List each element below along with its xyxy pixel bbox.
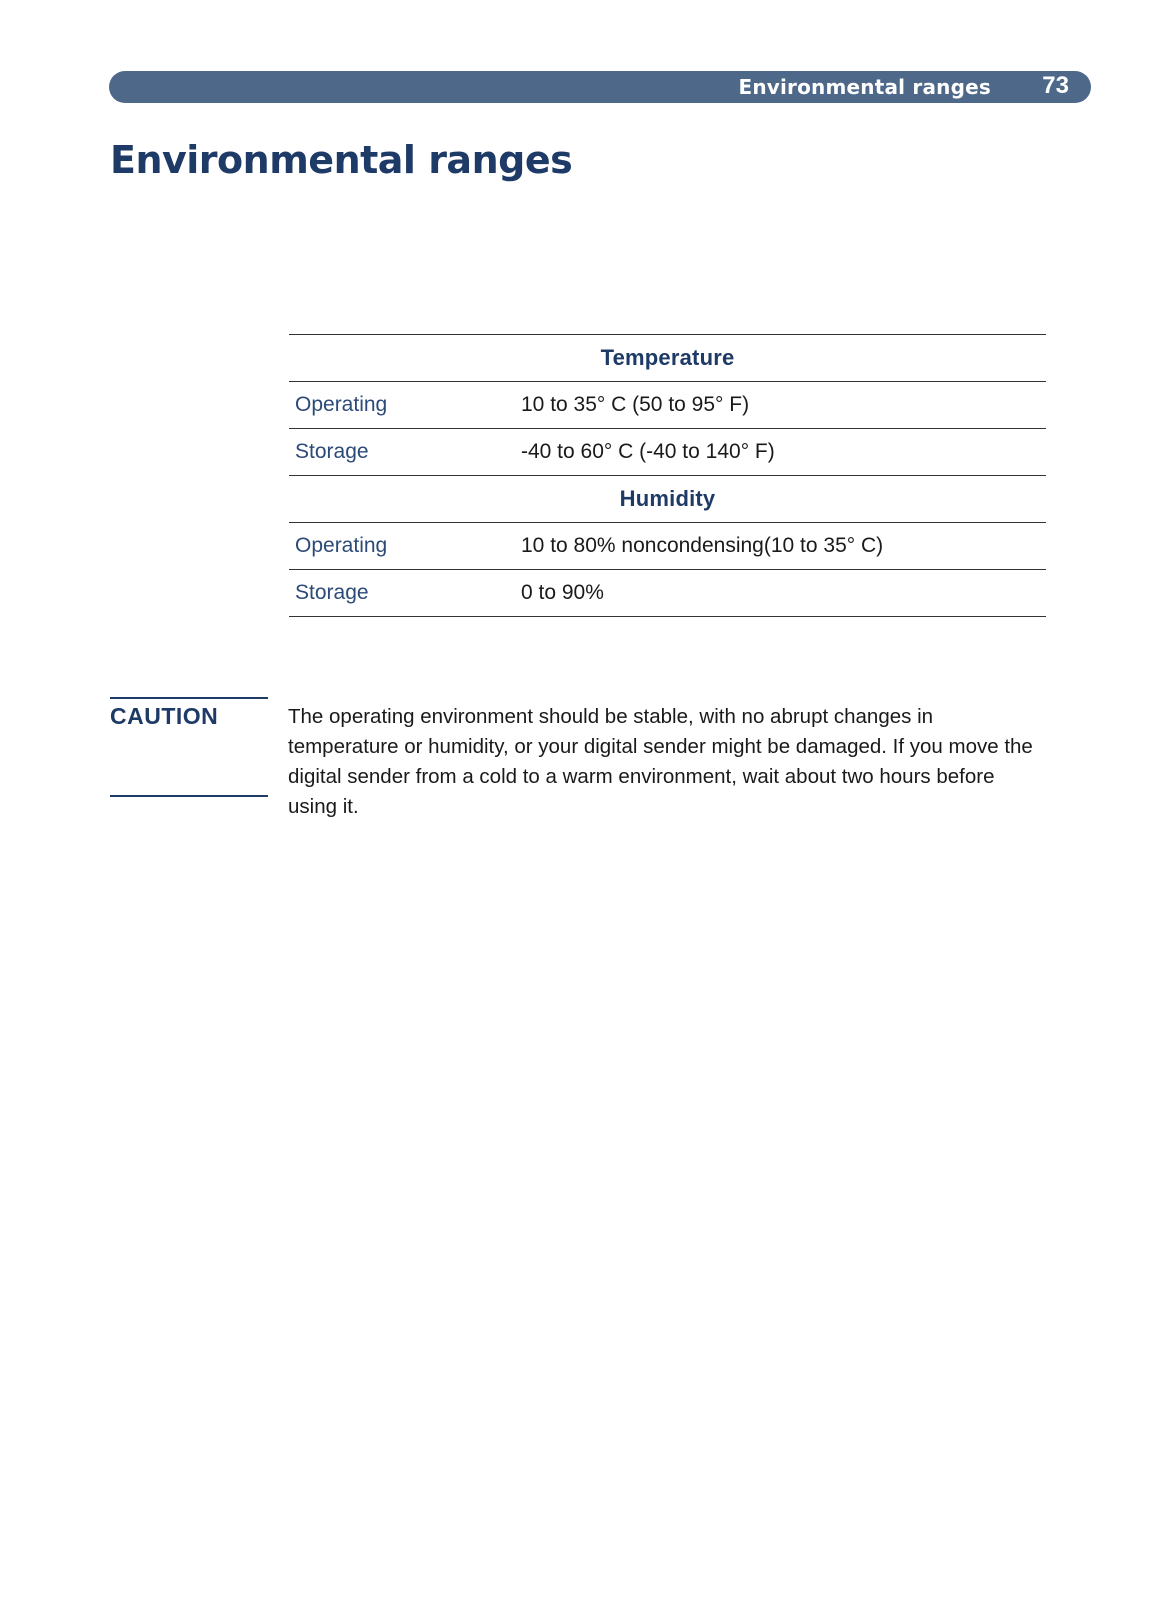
row-value-temperature-operating: 10 to 35° C (50 to 95° F): [515, 382, 1046, 429]
environmental-ranges-table: [289, 334, 1046, 617]
page-title: Environmental ranges: [110, 138, 573, 182]
header-section-title: Environmental ranges: [738, 75, 991, 99]
section-heading-humidity: Humidity: [289, 476, 1046, 523]
row-label-humidity-operating: Operating: [289, 523, 515, 570]
row-value-humidity-storage: 0 to 90%: [515, 570, 1046, 617]
row-label-humidity-storage: Storage: [289, 570, 515, 617]
caution-text: The operating environment should be stable, with no abrupt changes in temperature or humidity, or your digital sender might be damaged. If you move the digital sender from a cold to a warm environment, wait about two hours before using it.: [288, 705, 1033, 818]
table-section-heading-row: [289, 476, 1046, 523]
row-label-temperature-storage: Storage: [289, 429, 515, 476]
row-value-temperature-storage: -40 to 60° C (-40 to 140° F): [515, 429, 1046, 476]
caution-top-rule: [110, 697, 268, 699]
table-section-heading-row: [289, 335, 1046, 382]
page-number: 73: [1042, 72, 1069, 99]
row-label-temperature-operating: Operating: [289, 382, 515, 429]
table-row: [289, 570, 1046, 617]
section-heading-temperature: Temperature: [289, 335, 1046, 382]
table-row: [289, 523, 1046, 570]
header-bar: [109, 71, 1091, 103]
table-row: [289, 382, 1046, 429]
caution-label: CAUTION: [110, 703, 219, 729]
table-row: [289, 429, 1046, 476]
row-value-humidity-operating: 10 to 80% noncondensing(10 to 35° C): [515, 523, 1046, 570]
caution-bottom-rule: [110, 795, 268, 797]
